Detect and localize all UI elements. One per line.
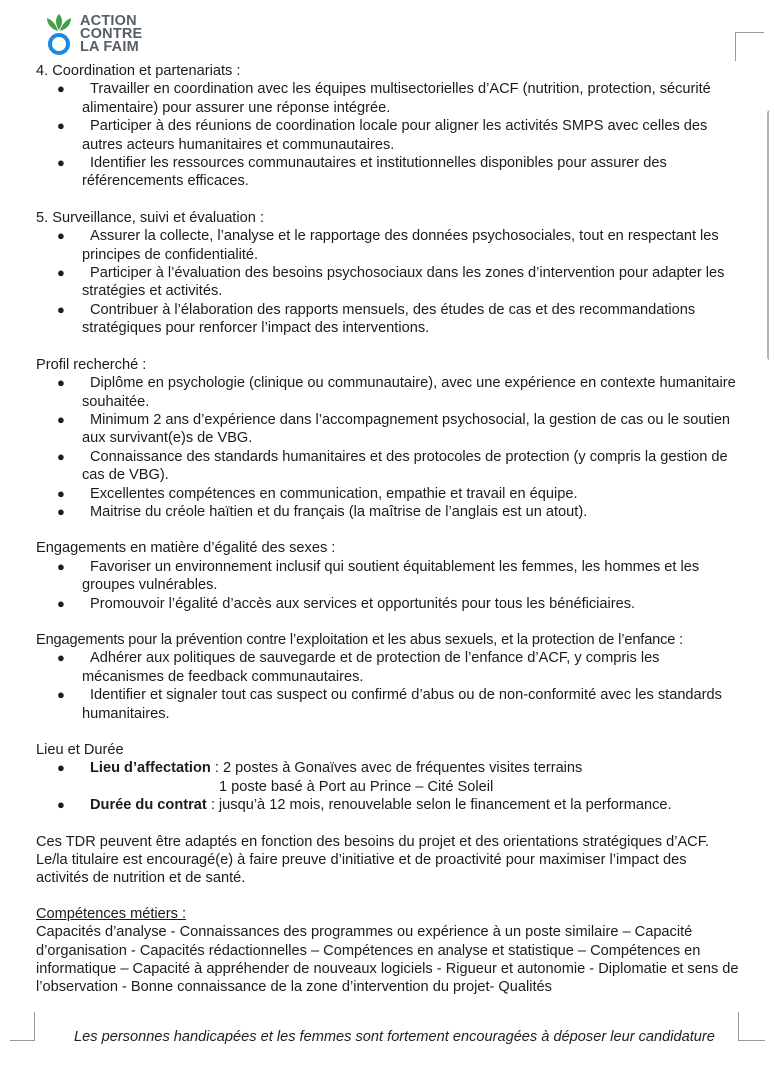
- bullet-icon: ●: [57, 301, 65, 317]
- bullet-list: [36, 759, 740, 814]
- section-title: Engagements en matière d’égalité des sexes :: [36, 540, 336, 557]
- bullet-icon: ●: [57, 797, 65, 813]
- bullet-icon: ●: [57, 558, 65, 574]
- section-title: Compétences métiers :: [36, 905, 187, 922]
- list-item: ● Adhérer aux politiques de sauvegarde et de protection de l’enfance d’ACF, y compris les mécanismes de feedback communautaires.: [57, 650, 660, 685]
- section-title: 4. Coordination et partenariats :: [36, 63, 241, 79]
- affectation-text: : 2 postes à Gonaïves avec de fréquentes visites terrains: [210, 760, 583, 777]
- bullet-icon: ●: [57, 265, 65, 281]
- bullet-list: [36, 558, 740, 613]
- bullet-icon: ●: [57, 81, 65, 97]
- list-item: ● Assurer la collecte, l’analyse et le rapportage des données psychosociales, tout en respectant les principes de confidentialité.: [57, 228, 719, 263]
- section-egalite: [36, 539, 740, 613]
- section-lieu: [36, 741, 740, 815]
- list-item: ● Contribuer à l’élaboration des rapports mensuels, des études de cas et des recommandations stratégiques pour renforcer l’impact des interventions.: [57, 301, 696, 337]
- page-corner-mark: [10, 1012, 35, 1041]
- list-item: ● Excellentes compétences en communication, empathie et travail en équipe.: [57, 485, 578, 502]
- section-title: Lieu et Durée: [36, 742, 124, 758]
- tdr-paragraph: Ces TDR peuvent être adaptés en fonction des besoins du projet et des orientations stratégiques d’ACF. Le/la titulaire est encouragé(e) à faire preuve d’initiative et de proactivité pour maximiser l’impact des activités de nutrition et de santé.: [36, 833, 710, 887]
- bullet-icon: ●: [57, 687, 65, 703]
- list-item: ● Favoriser un environnement inclusif qui soutient équitablement les femmes, les hommes et les groupes vulnérables.: [57, 558, 700, 594]
- list-item: ● Travailler en coordination avec les équipes multisectorielles d’ACF (nutrition, protection, sécurité alimentaire) pour assurer une réponse intégrée.: [57, 81, 711, 116]
- list-item: ● Maitrise du créole haïtien et du français (la maîtrise de l’anglais est un atout).: [57, 503, 588, 520]
- duree-label: Durée du contrat: [90, 797, 207, 814]
- duree-text: : jusqu’à 12 mois, renouvelable selon le financement et la performance.: [206, 797, 672, 814]
- list-item: ● Promouvoir l’égalité d’accès aux services et opportunités pour tous les bénéficiaires.: [57, 595, 636, 612]
- document-body: [36, 62, 740, 997]
- bullet-icon: ●: [57, 650, 65, 666]
- list-item: [36, 796, 740, 814]
- section-title: 5. Surveillance, suivi et évaluation :: [36, 209, 264, 226]
- section-competences: [36, 905, 740, 997]
- bullet-icon: ●: [57, 228, 65, 244]
- competences-text: Capacités d’analyse - Connaissances des programmes ou expérience à un poste similaire – Capacité d’organisation - Capacités rédactionnelles – Compétences en analyse et statistique – Compétences en informatique – Capacité à appréhender de nouveaux logiciels - Rigueur et autonomie - Diplomatie et sens de l’observation - Bonne connaissance de la zone d’intervention du projet- Qualités: [36, 924, 739, 996]
- affectation-line2: 1 poste basé à Port au Prince – Cité Soleil: [219, 778, 494, 795]
- affectation-label: Lieu d’affectation: [90, 760, 211, 777]
- bullet-icon: ●: [57, 503, 65, 519]
- bullet-list: [36, 649, 740, 723]
- list-item: ● Minimum 2 ans d’expérience dans l’accompagnement psychosocial, la gestion de cas ou le soutien aux survivant(e)s de VBG.: [57, 411, 731, 447]
- bullet-icon: ●: [57, 411, 65, 427]
- list-item: ● Diplôme en psychologie (clinique ou communautaire), avec une expérience en contexte humanitaire souhaitée.: [57, 375, 736, 410]
- bullet-icon: ●: [57, 485, 65, 501]
- bullet-list: [36, 80, 740, 190]
- acf-logo-text: ACTION CONTRE LA FAIM: [80, 13, 143, 55]
- bullet-icon: ●: [57, 760, 65, 776]
- list-item: ● Participer à des réunions de coordination locale pour aligner les activités SMPS avec celles des autres acteurs humanitaires et communautaires.: [57, 118, 708, 153]
- list-item: ● Identifier et signaler tout cas suspect ou confirmé d’abus ou de non-conformité avec les standards humanitaires.: [57, 687, 722, 722]
- section-psea: [36, 631, 740, 723]
- bullet-icon: ●: [57, 448, 65, 464]
- list-item: ● Connaissance des standards humanitaires et des protocoles de protection (y compris la gestion de cas de VBG).: [57, 448, 728, 484]
- page-corner-mark: [735, 32, 764, 61]
- section-profil: [36, 356, 740, 522]
- bullet-icon: ●: [57, 595, 65, 611]
- bullet-list: [36, 227, 740, 337]
- bullet-icon: ●: [57, 118, 65, 134]
- section-coordination: [36, 62, 740, 191]
- bullet-list: [36, 374, 740, 521]
- section-surveillance: [36, 209, 740, 338]
- section-title: Profil recherché :: [36, 356, 147, 373]
- section-title: Engagements pour la prévention contre l’exploitation et les abus sexuels, et la protection de l’enfance :: [36, 631, 684, 648]
- bullet-icon: ●: [57, 155, 65, 171]
- list-item: [36, 759, 740, 796]
- scrollbar-indicator: [767, 110, 773, 360]
- list-item: ● Participer à l’évaluation des besoins psychosociaux dans les zones d’intervention pour adapter les stratégies et activités.: [57, 265, 725, 300]
- footer-note: Les personnes handicapées et les femmes sont fortement encouragées à déposer leur candidature: [74, 1029, 715, 1045]
- bullet-icon: ●: [57, 375, 65, 391]
- list-item: ● Identifier les ressources communautaires et institutionnelles disponibles pour assurer des référencements efficaces.: [57, 155, 667, 190]
